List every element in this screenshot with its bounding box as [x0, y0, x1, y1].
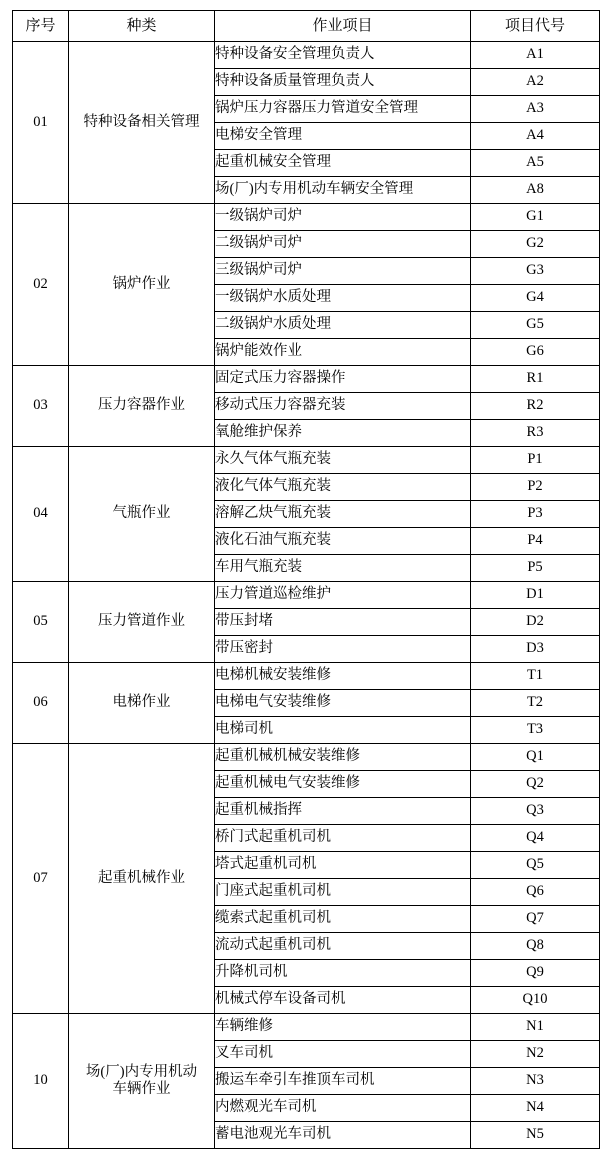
- row-job-item: 压力管道巡检维护: [215, 582, 471, 609]
- row-sequence-number: 07: [13, 744, 69, 1014]
- row-job-item: 流动式起重机司机: [215, 933, 471, 960]
- row-job-item: 一级锅炉司炉: [215, 204, 471, 231]
- row-category: 场(厂)内专用机动 车辆作业: [69, 1014, 215, 1149]
- table-row: [13, 42, 600, 69]
- row-item-code: G4: [471, 285, 600, 312]
- row-job-item: 一级锅炉水质处理: [215, 285, 471, 312]
- row-job-item: 锅炉能效作业: [215, 339, 471, 366]
- table-row: [13, 366, 600, 393]
- row-category: 起重机械作业: [69, 744, 215, 1014]
- row-job-item: 电梯安全管理: [215, 123, 471, 150]
- row-item-code: N2: [471, 1041, 600, 1068]
- row-item-code: N3: [471, 1068, 600, 1095]
- row-item-code: Q9: [471, 960, 600, 987]
- row-item-code: D2: [471, 609, 600, 636]
- row-category: 特种设备相关管理: [69, 42, 215, 204]
- row-item-code: T3: [471, 717, 600, 744]
- row-sequence-number: 01: [13, 42, 69, 204]
- row-job-item: 升降机司机: [215, 960, 471, 987]
- row-item-code: P4: [471, 528, 600, 555]
- row-item-code: R3: [471, 420, 600, 447]
- row-item-code: G6: [471, 339, 600, 366]
- row-job-item: 氧舱维护保养: [215, 420, 471, 447]
- row-sequence-number: 04: [13, 447, 69, 582]
- row-item-code: T1: [471, 663, 600, 690]
- row-job-item: 固定式压力容器操作: [215, 366, 471, 393]
- table-body: [13, 42, 600, 1149]
- row-item-code: R2: [471, 393, 600, 420]
- row-job-item: 叉车司机: [215, 1041, 471, 1068]
- row-sequence-number: 10: [13, 1014, 69, 1149]
- row-job-item: 二级锅炉司炉: [215, 231, 471, 258]
- row-sequence-number: 02: [13, 204, 69, 366]
- row-sequence-number: 05: [13, 582, 69, 663]
- row-item-code: G2: [471, 231, 600, 258]
- row-item-code: D3: [471, 636, 600, 663]
- row-job-item: 车用气瓶充装: [215, 555, 471, 582]
- row-item-code: P5: [471, 555, 600, 582]
- row-sequence-number: 06: [13, 663, 69, 744]
- row-job-item: 电梯机械安装维修: [215, 663, 471, 690]
- row-job-item: 机械式停车设备司机: [215, 987, 471, 1014]
- row-item-code: G1: [471, 204, 600, 231]
- row-item-code: A8: [471, 177, 600, 204]
- row-job-item: 锅炉压力容器压力管道安全管理: [215, 96, 471, 123]
- row-item-code: T2: [471, 690, 600, 717]
- row-item-code: A2: [471, 69, 600, 96]
- row-job-item: 门座式起重机司机: [215, 879, 471, 906]
- special-equipment-job-table: [12, 10, 600, 1149]
- table-row: [13, 1014, 600, 1041]
- row-job-item: 车辆维修: [215, 1014, 471, 1041]
- row-item-code: N4: [471, 1095, 600, 1122]
- row-item-code: P2: [471, 474, 600, 501]
- row-category: 锅炉作业: [69, 204, 215, 366]
- row-item-code: Q2: [471, 771, 600, 798]
- row-job-item: 特种设备安全管理负责人: [215, 42, 471, 69]
- row-item-code: G5: [471, 312, 600, 339]
- table-row: [13, 663, 600, 690]
- row-category: 气瓶作业: [69, 447, 215, 582]
- row-job-item: 内燃观光车司机: [215, 1095, 471, 1122]
- row-job-item: 带压密封: [215, 636, 471, 663]
- row-category: 电梯作业: [69, 663, 215, 744]
- row-item-code: Q4: [471, 825, 600, 852]
- row-item-code: Q10: [471, 987, 600, 1014]
- row-job-item: 带压封堵: [215, 609, 471, 636]
- column-header-code: 项目代号: [471, 11, 600, 42]
- row-item-code: P1: [471, 447, 600, 474]
- row-job-item: 起重机械安全管理: [215, 150, 471, 177]
- row-job-item: 溶解乙炔气瓶充装: [215, 501, 471, 528]
- row-job-item: 液化石油气瓶充装: [215, 528, 471, 555]
- row-job-item: 缆索式起重机司机: [215, 906, 471, 933]
- row-job-item: 塔式起重机司机: [215, 852, 471, 879]
- row-item-code: Q5: [471, 852, 600, 879]
- row-job-item: 电梯司机: [215, 717, 471, 744]
- row-job-item: 三级锅炉司炉: [215, 258, 471, 285]
- row-job-item: 起重机械机械安装维修: [215, 744, 471, 771]
- row-item-code: P3: [471, 501, 600, 528]
- row-item-code: D1: [471, 582, 600, 609]
- column-header-seq: 序号: [13, 11, 69, 42]
- row-item-code: A1: [471, 42, 600, 69]
- row-item-code: N5: [471, 1122, 600, 1149]
- row-job-item: 液化气体气瓶充装: [215, 474, 471, 501]
- row-job-item: 起重机械指挥: [215, 798, 471, 825]
- row-job-item: 蓄电池观光车司机: [215, 1122, 471, 1149]
- column-header-item: 作业项目: [215, 11, 471, 42]
- row-item-code: Q8: [471, 933, 600, 960]
- row-job-item: 特种设备质量管理负责人: [215, 69, 471, 96]
- row-job-item: 二级锅炉水质处理: [215, 312, 471, 339]
- row-item-code: Q3: [471, 798, 600, 825]
- table-row: [13, 744, 600, 771]
- row-category: 压力管道作业: [69, 582, 215, 663]
- row-item-code: A3: [471, 96, 600, 123]
- row-item-code: N1: [471, 1014, 600, 1041]
- table-row: [13, 204, 600, 231]
- row-job-item: 永久气体气瓶充装: [215, 447, 471, 474]
- row-item-code: R1: [471, 366, 600, 393]
- row-job-item: 移动式压力容器充装: [215, 393, 471, 420]
- row-job-item: 搬运车牵引车推顶车司机: [215, 1068, 471, 1095]
- row-job-item: 电梯电气安装维修: [215, 690, 471, 717]
- row-item-code: Q1: [471, 744, 600, 771]
- row-item-code: Q7: [471, 906, 600, 933]
- row-item-code: A4: [471, 123, 600, 150]
- row-sequence-number: 03: [13, 366, 69, 447]
- row-category: 压力容器作业: [69, 366, 215, 447]
- row-job-item: 起重机械电气安装维修: [215, 771, 471, 798]
- table-header-row: [13, 11, 600, 42]
- column-header-category: 种类: [69, 11, 215, 42]
- table-row: [13, 447, 600, 474]
- row-item-code: G3: [471, 258, 600, 285]
- row-item-code: A5: [471, 150, 600, 177]
- row-job-item: 场(厂)内专用机动车辆安全管理: [215, 177, 471, 204]
- table-header: [13, 11, 600, 42]
- table-row: [13, 582, 600, 609]
- row-job-item: 桥门式起重机司机: [215, 825, 471, 852]
- row-item-code: Q6: [471, 879, 600, 906]
